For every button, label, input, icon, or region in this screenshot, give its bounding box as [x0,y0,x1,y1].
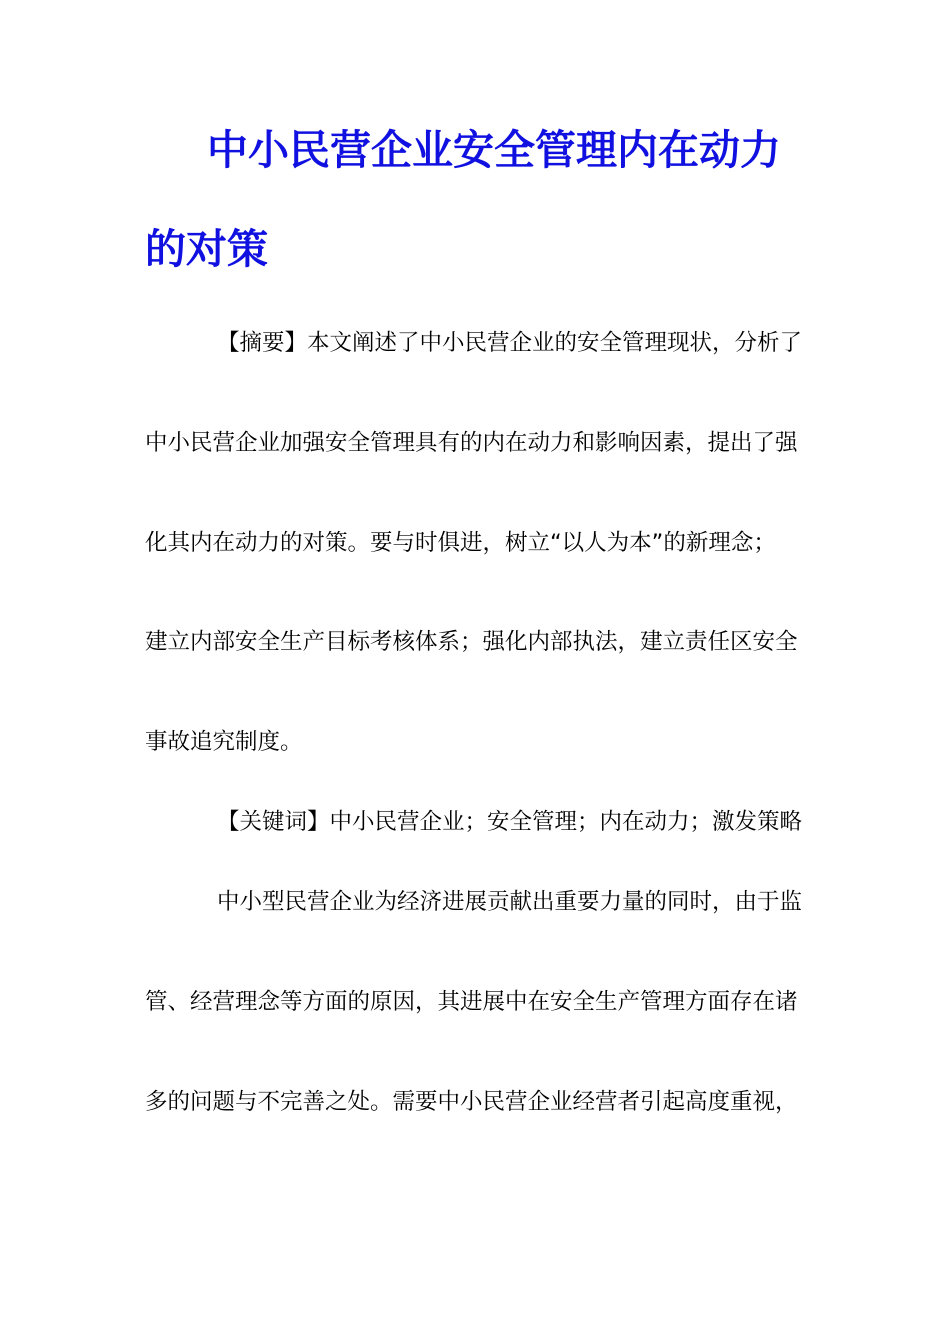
body-line-2: 管、经营理念等方面的原因，其进展中在安全生产管理方面存在诸 [145,989,798,1015]
abstract-line-3: 化其内在动力的对策。要与时俱进，树立“以人为本”的新理念； [145,530,776,556]
keywords-line: 【关键词】中小民营企业；安全管理；内在动力；激发策略 [217,809,803,835]
abstract-line-2: 中小民营企业加强安全管理具有的内在动力和影响因素，提出了强 [145,430,798,456]
document-title-line-2: 的对策 [145,225,268,273]
body-line-1: 中小型民营企业为经济进展贡献出重要力量的同时，由于监 [217,889,803,915]
document-title-line-1: 中小民营企业安全管理内在动力 [207,126,781,174]
abstract-line-5: 事故追究制度。 [145,729,303,755]
abstract-line-1: 【摘要】本文阐述了中小民营企业的安全管理现状，分析了 [217,330,803,356]
body-line-3: 多的问题与不完善之处。需要中小民营企业经营者引起高度重视， [145,1089,798,1115]
abstract-line-4: 建立内部安全生产目标考核体系；强化内部执法，建立责任区安全 [145,629,798,655]
